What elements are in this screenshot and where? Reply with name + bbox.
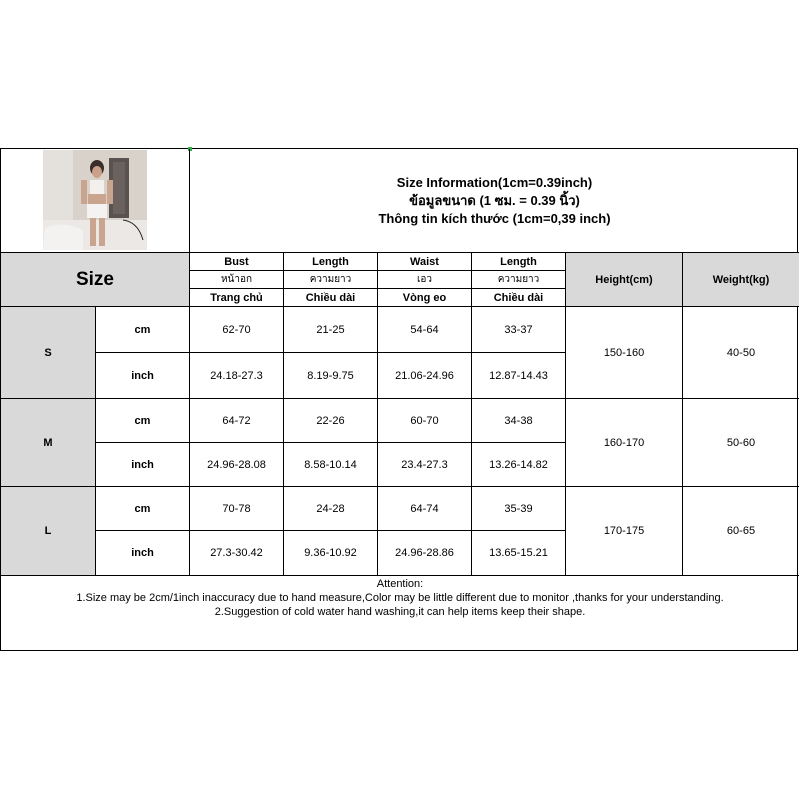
l-inch-length: 9.36-10.92: [284, 531, 378, 576]
m-height: 160-170: [566, 399, 683, 487]
size-l-label: L: [1, 487, 96, 576]
length2-header-th: ความยาว: [472, 271, 566, 289]
title-thai: ข้อมูลขนาด (1 ซม. = 0.39 นิ้ว): [409, 192, 580, 208]
l-cm-bust: 70-78: [190, 487, 284, 531]
attention-line-2: 2.Suggestion of cold water hand washing,it can help items keep their shape.: [214, 606, 586, 618]
attention-line-1: 1.Size may be 2cm/1inch inaccuracy due to hand measure,Color may be little different due to monitor ,thanks for your understanding.: [76, 592, 724, 604]
waist-header-th: เอว: [378, 271, 472, 289]
length-header-vi: Chiều dài: [284, 289, 378, 307]
l-inch-length2: 13.65-15.21: [472, 531, 566, 576]
m-cm-bust: 64-72: [190, 399, 284, 443]
bust-header-vi: Trang chủ: [190, 289, 284, 307]
l-inch-waist: 24.96-28.86: [378, 531, 472, 576]
bust-header-en: Bust: [190, 253, 284, 271]
m-weight: 50-60: [683, 399, 799, 487]
m-cm-length2: 34-38: [472, 399, 566, 443]
m-inch-waist: 23.4-27.3: [378, 443, 472, 487]
s-cm-bust: 62-70: [190, 307, 284, 353]
unit-inch: inch: [96, 353, 190, 399]
height-header: Height(cm): [566, 253, 683, 307]
product-photo: [43, 150, 147, 250]
waist-header-vi: Vòng eo: [378, 289, 472, 307]
waist-header-en: Waist: [378, 253, 472, 271]
s-cm-length2: 33-37: [472, 307, 566, 353]
length2-header-en: Length: [472, 253, 566, 271]
size-header: Size: [1, 253, 190, 307]
s-cm-waist: 54-64: [378, 307, 472, 353]
attention-notes: [1, 576, 799, 650]
s-weight: 40-50: [683, 307, 799, 399]
l-cm-length: 24-28: [284, 487, 378, 531]
unit-cm: cm: [96, 399, 190, 443]
m-cm-length: 22-26: [284, 399, 378, 443]
m-inch-length2: 13.26-14.82: [472, 443, 566, 487]
length-header-th: ความยาว: [284, 271, 378, 289]
s-cm-length: 21-25: [284, 307, 378, 353]
m-inch-bust: 24.96-28.08: [190, 443, 284, 487]
unit-cm: cm: [96, 307, 190, 353]
attention-title: Attention:: [376, 578, 424, 590]
size-info-title: [190, 149, 799, 253]
unit-inch: inch: [96, 443, 190, 487]
weight-header: Weight(kg): [683, 253, 799, 307]
model-photo-image: [43, 150, 147, 250]
l-weight: 60-65: [683, 487, 799, 576]
s-inch-waist: 21.06-24.96: [378, 353, 472, 399]
l-height: 170-175: [566, 487, 683, 576]
s-height: 150-160: [566, 307, 683, 399]
m-inch-length: 8.58-10.14: [284, 443, 378, 487]
m-cm-waist: 60-70: [378, 399, 472, 443]
bust-header-th: หน้าอก: [190, 271, 284, 289]
s-inch-length: 8.19-9.75: [284, 353, 378, 399]
l-cm-waist: 64-74: [378, 487, 472, 531]
length-header-en: Length: [284, 253, 378, 271]
s-inch-length2: 12.87-14.43: [472, 353, 566, 399]
unit-cm: cm: [96, 487, 190, 531]
length2-header-vi: Chiều dài: [472, 289, 566, 307]
title-vietnamese: Thông tin kích thước (1cm=0,39 inch): [378, 210, 611, 226]
size-m-label: M: [1, 399, 96, 487]
size-s-label: S: [1, 307, 96, 399]
size-chart: [0, 148, 798, 651]
title-english: Size Information(1cm=0.39inch): [396, 174, 593, 190]
l-cm-length2: 35-39: [472, 487, 566, 531]
product-photo-cell: [1, 149, 190, 253]
l-inch-bust: 27.3-30.42: [190, 531, 284, 576]
s-inch-bust: 24.18-27.3: [190, 353, 284, 399]
unit-inch: inch: [96, 531, 190, 576]
